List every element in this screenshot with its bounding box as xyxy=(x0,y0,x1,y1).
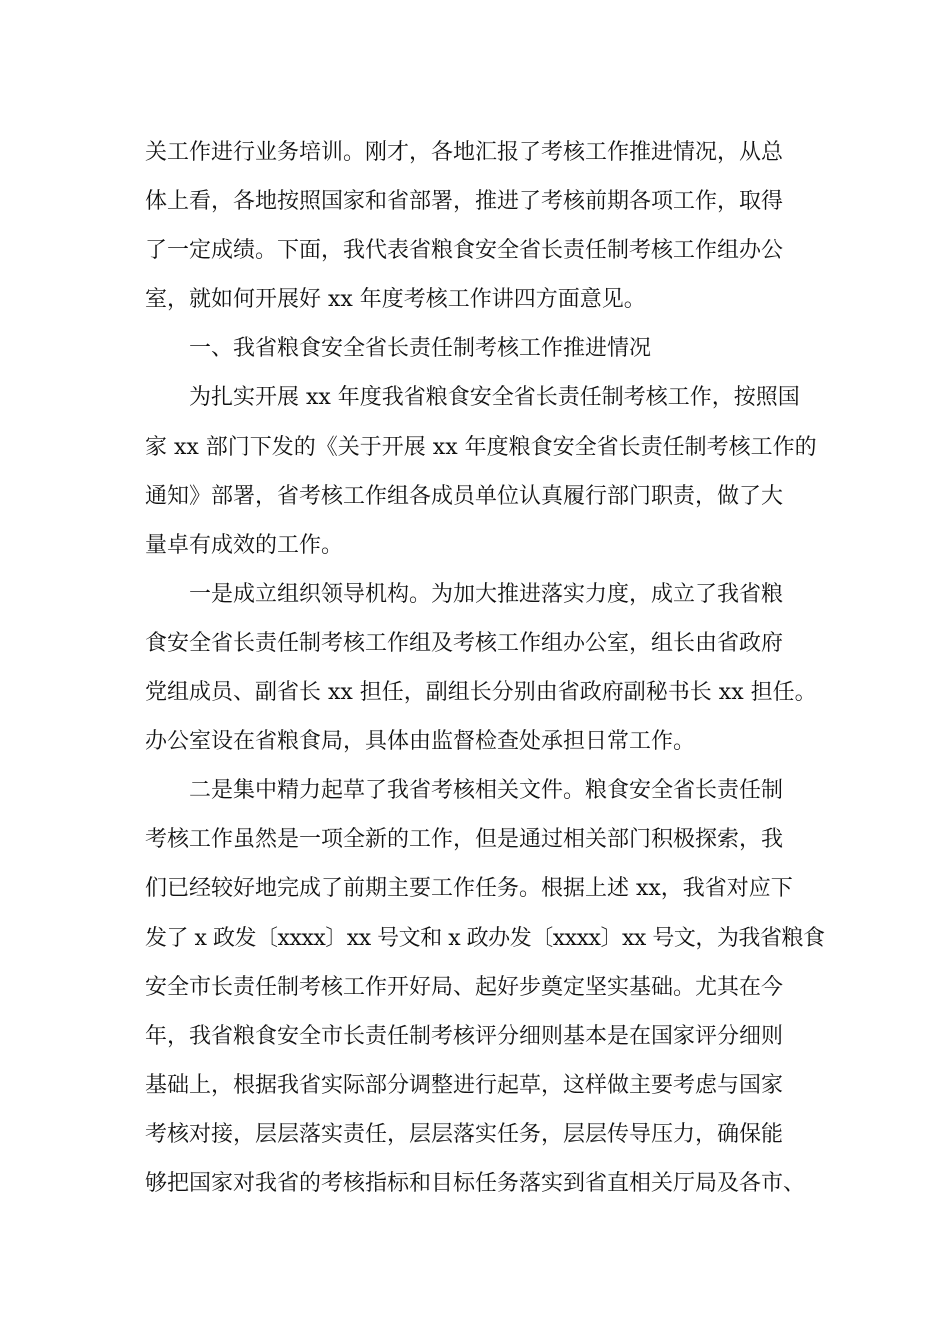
text-line: 一、我省粮食安全省长责任制考核工作推进情况 xyxy=(189,336,652,362)
text-line: 够把国家对我省的考核指标和目标任务落实到省直相关厅局及各市、 xyxy=(145,1170,806,1196)
text-line: 二是集中精力起草了我省考核相关文件。粮食安全省长责任制 xyxy=(189,778,784,804)
text-line: 家 xx 部门下发的《关于开展 xx 年度粮食安全省长责任制考核工作的 xyxy=(145,434,817,460)
text-line: 食安全省长责任制考核工作组及考核工作组办公室，组长由省政府 xyxy=(145,630,784,656)
text-line: 发了 x 政发〔xxxx〕xx 号文和 x 政办发〔xxxx〕xx 号文，为我省粮食 xyxy=(145,925,825,951)
text-line: 体上看，各地按照国家和省部署，推进了考核前期各项工作，取得 xyxy=(145,189,784,215)
text-line: 们已经较好地完成了前期主要工作任务。根据上述 xx，我省对应下 xyxy=(145,876,793,902)
text-line: 考核工作虽然是一项全新的工作，但是通过相关部门积极探索，我 xyxy=(145,827,784,853)
text-line: 量卓有成效的工作。 xyxy=(145,532,344,558)
text-line: 为扎实开展 xx 年度我省粮食安全省长责任制考核工作，按照国 xyxy=(189,385,800,411)
text-line: 基础上，根据我省实际部分调整进行起草，这样做主要考虑与国家 xyxy=(145,1072,784,1098)
text-line: 办公室设在省粮食局，具体由监督检查处承担日常工作。 xyxy=(145,729,696,755)
text-line: 室，就如何开展好 xx 年度考核工作讲四方面意见。 xyxy=(145,287,646,313)
text-line: 党组成员、副省长 xx 担任，副组长分别由省政府副秘书长 xx 担任。 xyxy=(145,680,817,706)
text-line: 考核对接，层层落实责任，层层落实任务，层层传导压力，确保能 xyxy=(145,1121,784,1147)
text-line: 一是成立组织领导机构。为加大推进落实力度，成立了我省粮 xyxy=(189,581,784,607)
text-line: 了一定成绩。下面，我代表省粮食安全省长责任制考核工作组办公 xyxy=(145,238,784,264)
text-line: 通知》部署，省考核工作组各成员单位认真履行部门职责，做了大 xyxy=(145,483,784,509)
text-line: 年，我省粮食安全市长责任制考核评分细则基本是在国家评分细则 xyxy=(145,1023,784,1049)
document-body xyxy=(145,128,825,1208)
text-line: 关工作进行业务培训。刚才，各地汇报了考核工作推进情况，从总 xyxy=(145,140,784,165)
text-line: 安全市长责任制考核工作开好局、起好步奠定坚实基础。尤其在今 xyxy=(145,974,784,1000)
